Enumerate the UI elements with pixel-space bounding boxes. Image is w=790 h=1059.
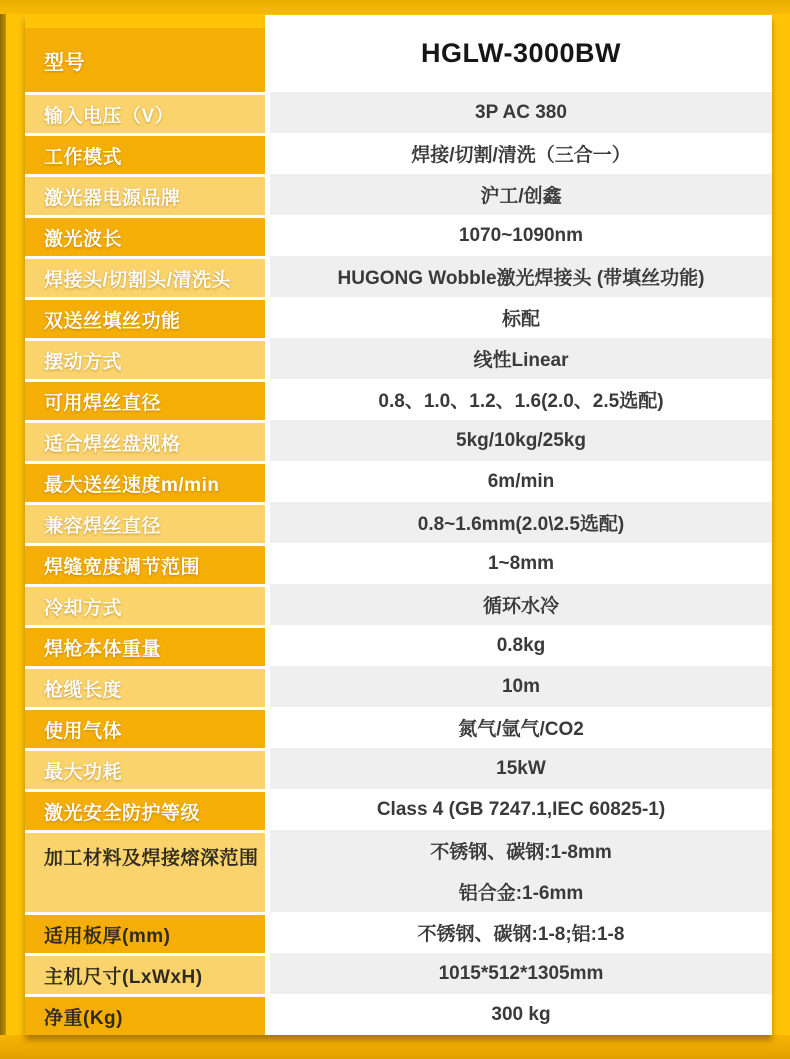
spec-value: 标配: [501, 309, 540, 330]
spec-label-highlight: [25, 751, 265, 789]
spec-value-cell: [265, 543, 772, 584]
spec-label: 适用板厚(mm): [44, 925, 171, 947]
spec-label-highlight: [25, 956, 265, 994]
spec-label: 焊枪本体重量: [44, 638, 162, 660]
page-bottom-edge: [0, 1035, 790, 1059]
spec-value: 300 kg: [491, 1003, 551, 1025]
spec-value: 0.8~1.6mm(2.0\2.5选配): [417, 514, 625, 535]
spec-value-cell: [265, 133, 772, 174]
spec-label-cell: [25, 953, 265, 994]
spec-value-cell: [265, 789, 772, 830]
spec-label-cell: [25, 420, 265, 461]
model-label-highlight: [25, 28, 265, 92]
spec-value: 3P AC 380: [475, 101, 567, 123]
table-header-row: [25, 15, 772, 92]
table-row: [25, 461, 772, 502]
spec-label: 净重(Kg): [44, 1007, 123, 1029]
spec-value-cell: [265, 461, 772, 502]
spec-label-highlight: [25, 669, 265, 707]
spec-label: 主机尺寸(LxWxH): [44, 966, 203, 988]
spec-label-cell: [25, 256, 265, 297]
spec-value: 氮气/氩气/CO2: [458, 719, 584, 740]
spec-label-highlight: [25, 628, 265, 666]
table-row: [25, 625, 772, 666]
spec-label-highlight: [25, 464, 265, 502]
table-row: [25, 92, 772, 133]
spec-value: HUGONG Wobble激光焊接头 (带填丝功能): [337, 268, 705, 289]
spec-label-cell: [25, 461, 265, 502]
spec-value: 1070~1090nm: [458, 224, 584, 246]
spec-label-cell: [25, 912, 265, 953]
spec-value-cell: [265, 830, 772, 912]
spec-label-cell: [25, 584, 265, 625]
table-row: [25, 584, 772, 625]
spec-label: 兼容焊丝直径: [44, 515, 162, 537]
spec-value: 10m: [501, 675, 541, 697]
page-top-edge: [0, 0, 790, 14]
table-row: [25, 379, 772, 420]
model-value: HGLW-3000BW: [265, 15, 772, 92]
spec-label-highlight: [25, 95, 265, 133]
page-left-edge-shadow: [0, 14, 6, 1048]
spec-value-cell: [265, 420, 772, 461]
spec-label-highlight: [25, 546, 265, 584]
spec-value-cell: [265, 215, 772, 256]
spec-label-cell: [25, 994, 265, 1035]
spec-label-cell: [25, 666, 265, 707]
spec-label: 枪缆长度: [44, 679, 123, 701]
spec-label-highlight: [25, 587, 265, 625]
spec-label-cell: [25, 297, 265, 338]
spec-value-cell: [265, 953, 772, 994]
table-row: [25, 338, 772, 379]
spec-label-highlight: [25, 136, 265, 174]
spec-value-cell: [265, 625, 772, 666]
spec-label-cell: [25, 502, 265, 543]
spec-value: 5kg/10kg/25kg: [456, 429, 586, 451]
spec-label-cell: [25, 707, 265, 748]
spec-label: 可用焊丝直径: [44, 392, 162, 414]
spec-label-highlight: [25, 177, 265, 215]
spec-label-highlight: [25, 218, 265, 256]
spec-label-cell: [25, 625, 265, 666]
spec-value: 不锈钢、碳钢:1-8;铝:1-8: [417, 924, 625, 945]
spec-value: 线性Linear: [473, 350, 569, 371]
spec-label-cell: [25, 748, 265, 789]
spec-value-cell: [265, 502, 772, 543]
spec-value: 15kW: [496, 757, 546, 779]
spec-value-cell: [265, 379, 772, 420]
spec-label-cell: [25, 543, 265, 584]
spec-label: 焊接头/切割头/清洗头: [44, 269, 232, 291]
spec-label-highlight: [25, 505, 265, 543]
spec-label-highlight: [25, 997, 265, 1035]
table-row: [25, 420, 772, 461]
spec-value: 1015*512*1305mm: [438, 962, 604, 984]
spec-label-highlight: [25, 915, 265, 953]
spec-value: 焊接/切割/清洗（三合一）: [411, 145, 631, 166]
spec-label: 适合焊丝盘规格: [44, 433, 181, 455]
table-row: [25, 297, 772, 338]
spec-label: 工作模式: [44, 146, 123, 168]
spec-label-highlight: [25, 382, 265, 420]
spec-value-cell: [265, 92, 772, 133]
spec-value: Class 4 (GB 7247.1,IEC 60825-1): [376, 798, 666, 820]
spec-value-cell: [265, 707, 772, 748]
spec-label: 输入电压（V）: [44, 105, 175, 127]
spec-label: 摆动方式: [44, 351, 123, 373]
spec-label: 最大送丝速度m/min: [44, 474, 220, 496]
model-label-cell: [25, 15, 265, 92]
spec-label-cell: [25, 379, 265, 420]
spec-label-cell: [25, 789, 265, 830]
spec-label-highlight: [25, 710, 265, 748]
spec-label-cell: [25, 174, 265, 215]
spec-label-highlight: [25, 423, 265, 461]
model-label: 型号: [44, 51, 85, 74]
spec-label: 冷却方式: [44, 597, 123, 619]
spec-value-cell: [265, 994, 772, 1035]
spec-label: 激光波长: [44, 228, 123, 250]
spec-value-cell: [265, 338, 772, 379]
spec-value-cell: [265, 748, 772, 789]
table-row: [25, 174, 772, 215]
table-row: [25, 215, 772, 256]
spec-value-line2: 铝合金:1-6mm: [458, 883, 584, 904]
spec-label-cell: [25, 92, 265, 133]
spec-label-cell: [25, 133, 265, 174]
spec-label: 激光安全防护等级: [44, 802, 201, 824]
spec-label: 使用气体: [44, 720, 123, 742]
spec-value-cell: [265, 256, 772, 297]
spec-label-highlight: [25, 259, 265, 297]
table-row: [25, 256, 772, 297]
spec-label-cell: [25, 338, 265, 379]
spec-label-highlight: [25, 300, 265, 338]
table-row: [25, 994, 772, 1035]
spec-value: 沪工/创鑫: [480, 186, 562, 207]
table-row: [25, 666, 772, 707]
table-row: [25, 748, 772, 789]
spec-label: 最大功耗: [44, 761, 123, 783]
spec-value: 0.8、1.0、1.2、1.6(2.0、2.5选配): [378, 391, 664, 412]
spec-label: 加工材料及焊接熔深范围: [44, 848, 259, 869]
spec-label-highlight: [25, 341, 265, 379]
spec-value: 1~8mm: [487, 552, 555, 574]
table-row: [25, 830, 772, 912]
spec-table: [25, 15, 772, 1035]
spec-value: 循环水冷: [482, 596, 559, 617]
spec-label: 激光器电源品牌: [44, 187, 181, 209]
table-row: [25, 912, 772, 953]
table-row: [25, 543, 772, 584]
spec-value-cell: [265, 912, 772, 953]
spec-label: 双送丝填丝功能: [44, 310, 181, 332]
table-row: [25, 789, 772, 830]
spec-value: 0.8kg: [496, 634, 546, 656]
spec-value-cell: [265, 584, 772, 625]
spec-value-cell: [265, 297, 772, 338]
table-row: [25, 707, 772, 748]
table-row: [25, 502, 772, 543]
spec-label: 焊缝宽度调节范围: [44, 556, 201, 578]
spec-value: 不锈钢、碳钢:1-8mm: [430, 842, 612, 863]
spec-label-highlight: [25, 833, 265, 912]
table-row: [25, 953, 772, 994]
spec-label-cell: [25, 215, 265, 256]
spec-value-cell: [265, 174, 772, 215]
spec-value-cell: [265, 666, 772, 707]
spec-value: 6m/min: [487, 470, 555, 492]
table-row: [25, 133, 772, 174]
spec-label-cell: [25, 830, 265, 912]
spec-label-highlight: [25, 792, 265, 830]
